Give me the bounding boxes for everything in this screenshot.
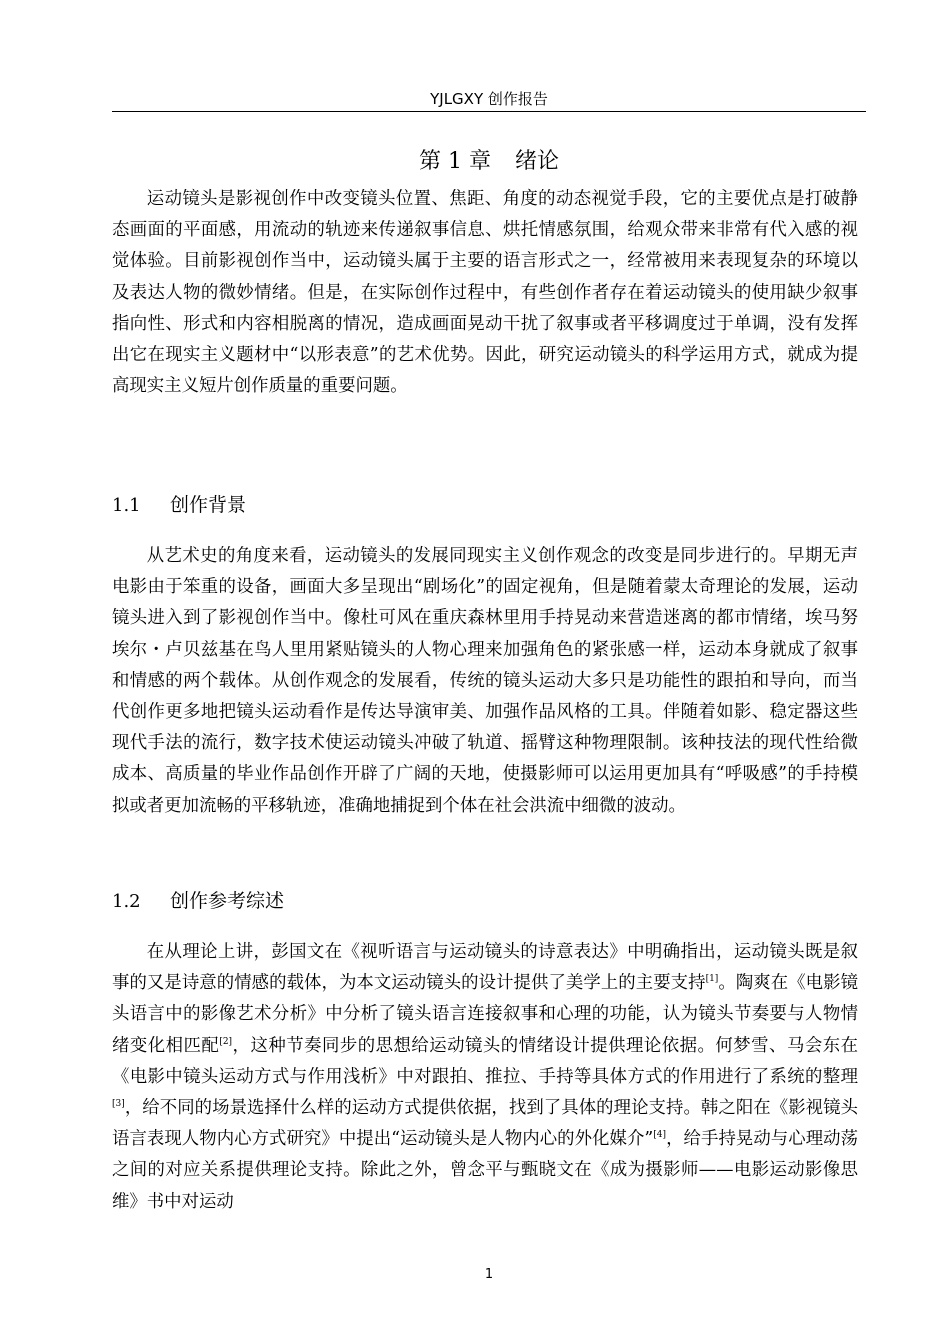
- chapter-title: [112, 146, 866, 178]
- page-number: 1: [484, 1267, 494, 1282]
- citation-3: [3]: [112, 1099, 125, 1110]
- text-segment: 。陶爽在《电影镜头语言中的影像艺术分析》中分析了镜头语言连接叙事和心理的功能，认为镜头节奏要与人物情绪变化相匹配: [112, 973, 858, 1056]
- text-segment: ，给不同的场景选择什么样的运动方式提供依据，找到了具体的理论支持。韩之阳在《影视镜头语言表现人物内心方式研究》中提出“运动镜头是人物内心的外化媒介”: [112, 1098, 858, 1150]
- section-number: 1.1: [112, 495, 141, 516]
- section-number: 1.2: [112, 891, 141, 912]
- section-1-2-paragraph: [112, 937, 858, 1218]
- citation-1: [1]: [705, 974, 719, 985]
- intro-paragraph: 运动镜头是影视创作中改变镜头位置、焦距、角度的动态视觉手段，它的主要优点是打破静态画面的平面感，用流动的轨迹来传递叙事信息、烘托情感氛围，给观众带来非常有代入感的视觉体验。目前影视创作当中，运动镜头属于主要的语言形式之一，经常被用来表现复杂的环境以及表达人物的微妙情绪。但是，在实际创作过程中，有些创作者存在着运动镜头的使用缺少叙事指向性、形式和内容相脱离的情况，造成画面晃动干扰了叙事或者平移调度过于单调，没有发挥出它在现实主义题材中“以形表意”的艺术优势。因此，研究运动镜头的科学运用方式，就成为提高现实主义短片创作质量的重要问题。: [112, 189, 858, 397]
- section-heading-1-2: [112, 886, 284, 917]
- section-heading-1-1: [112, 490, 246, 521]
- text-segment: 在从理论上讲，彭国文在《视听语言与运动镜头的诗意表达》中明确指出，运动镜头既是叙事的又是诗意的情感的载体，为本文运动镜头的设计提供了美学上的主要支持: [112, 942, 858, 994]
- header-rule: [112, 111, 866, 112]
- text-segment: ，这种节奏同步的思想给运动镜头的情绪设计提供理论依据。何梦雪、马会东在《电影中镜头运动方式与作用浅析》中对跟拍、推拉、手持等具体方式的作用进行了系统的整理: [112, 1035, 858, 1087]
- citation-4: [4]: [653, 1130, 667, 1141]
- citation-2: [2]: [219, 1036, 233, 1047]
- chapter-number: 第 1 章: [419, 149, 491, 174]
- section-title: 创作背景: [170, 494, 247, 516]
- section-1-1-paragraph: 从艺术史的角度来看，运动镜头的发展同现实主义创作观念的改变是同步进行的。早期无声电影由于笨重的设备，画面大多呈现出“剧场化”的固定视角，但是随着蒙太奇理论的发展，运动镜头进入到了影视创作当中。像杜可风在重庆森林里用手持晃动来营造迷离的都市情绪，埃马努埃尔・卢贝兹基在鸟人里用紧贴镜头的人物心理来加强角色的紧张感一样，运动本身就成了叙事和情感的两个载体。从创作观念的发展看，传统的镜头运动大多只是功能性的跟拍和导向，而当代创作更多地把镜头运动看作是传达导演审美、加强作品风格的工具。伴随着如影、稳定器这些现代手法的流行，数字技术使运动镜头冲破了轨道、摇臂这种物理限制。该种技法的现代性给微成本、高质量的毕业作品创作开辟了广阔的天地，使摄影师可以运用更加具有“呼吸感”的手持模拟或者更加流畅的平移轨迹，准确地捕捉到个体在社会洪流中细微的波动。: [112, 546, 858, 816]
- text-segment: ，给手持晃动与心理动荡之间的对应关系提供理论支持。除此之外，曾念平与甄晓文在《成为摄影师——电影运动影像思维》书中对运动: [112, 1129, 858, 1212]
- running-header: YJLGXY 创作报告: [430, 90, 548, 108]
- chapter-name: 绪论: [514, 149, 559, 174]
- section-title: 创作参考综述: [170, 890, 285, 912]
